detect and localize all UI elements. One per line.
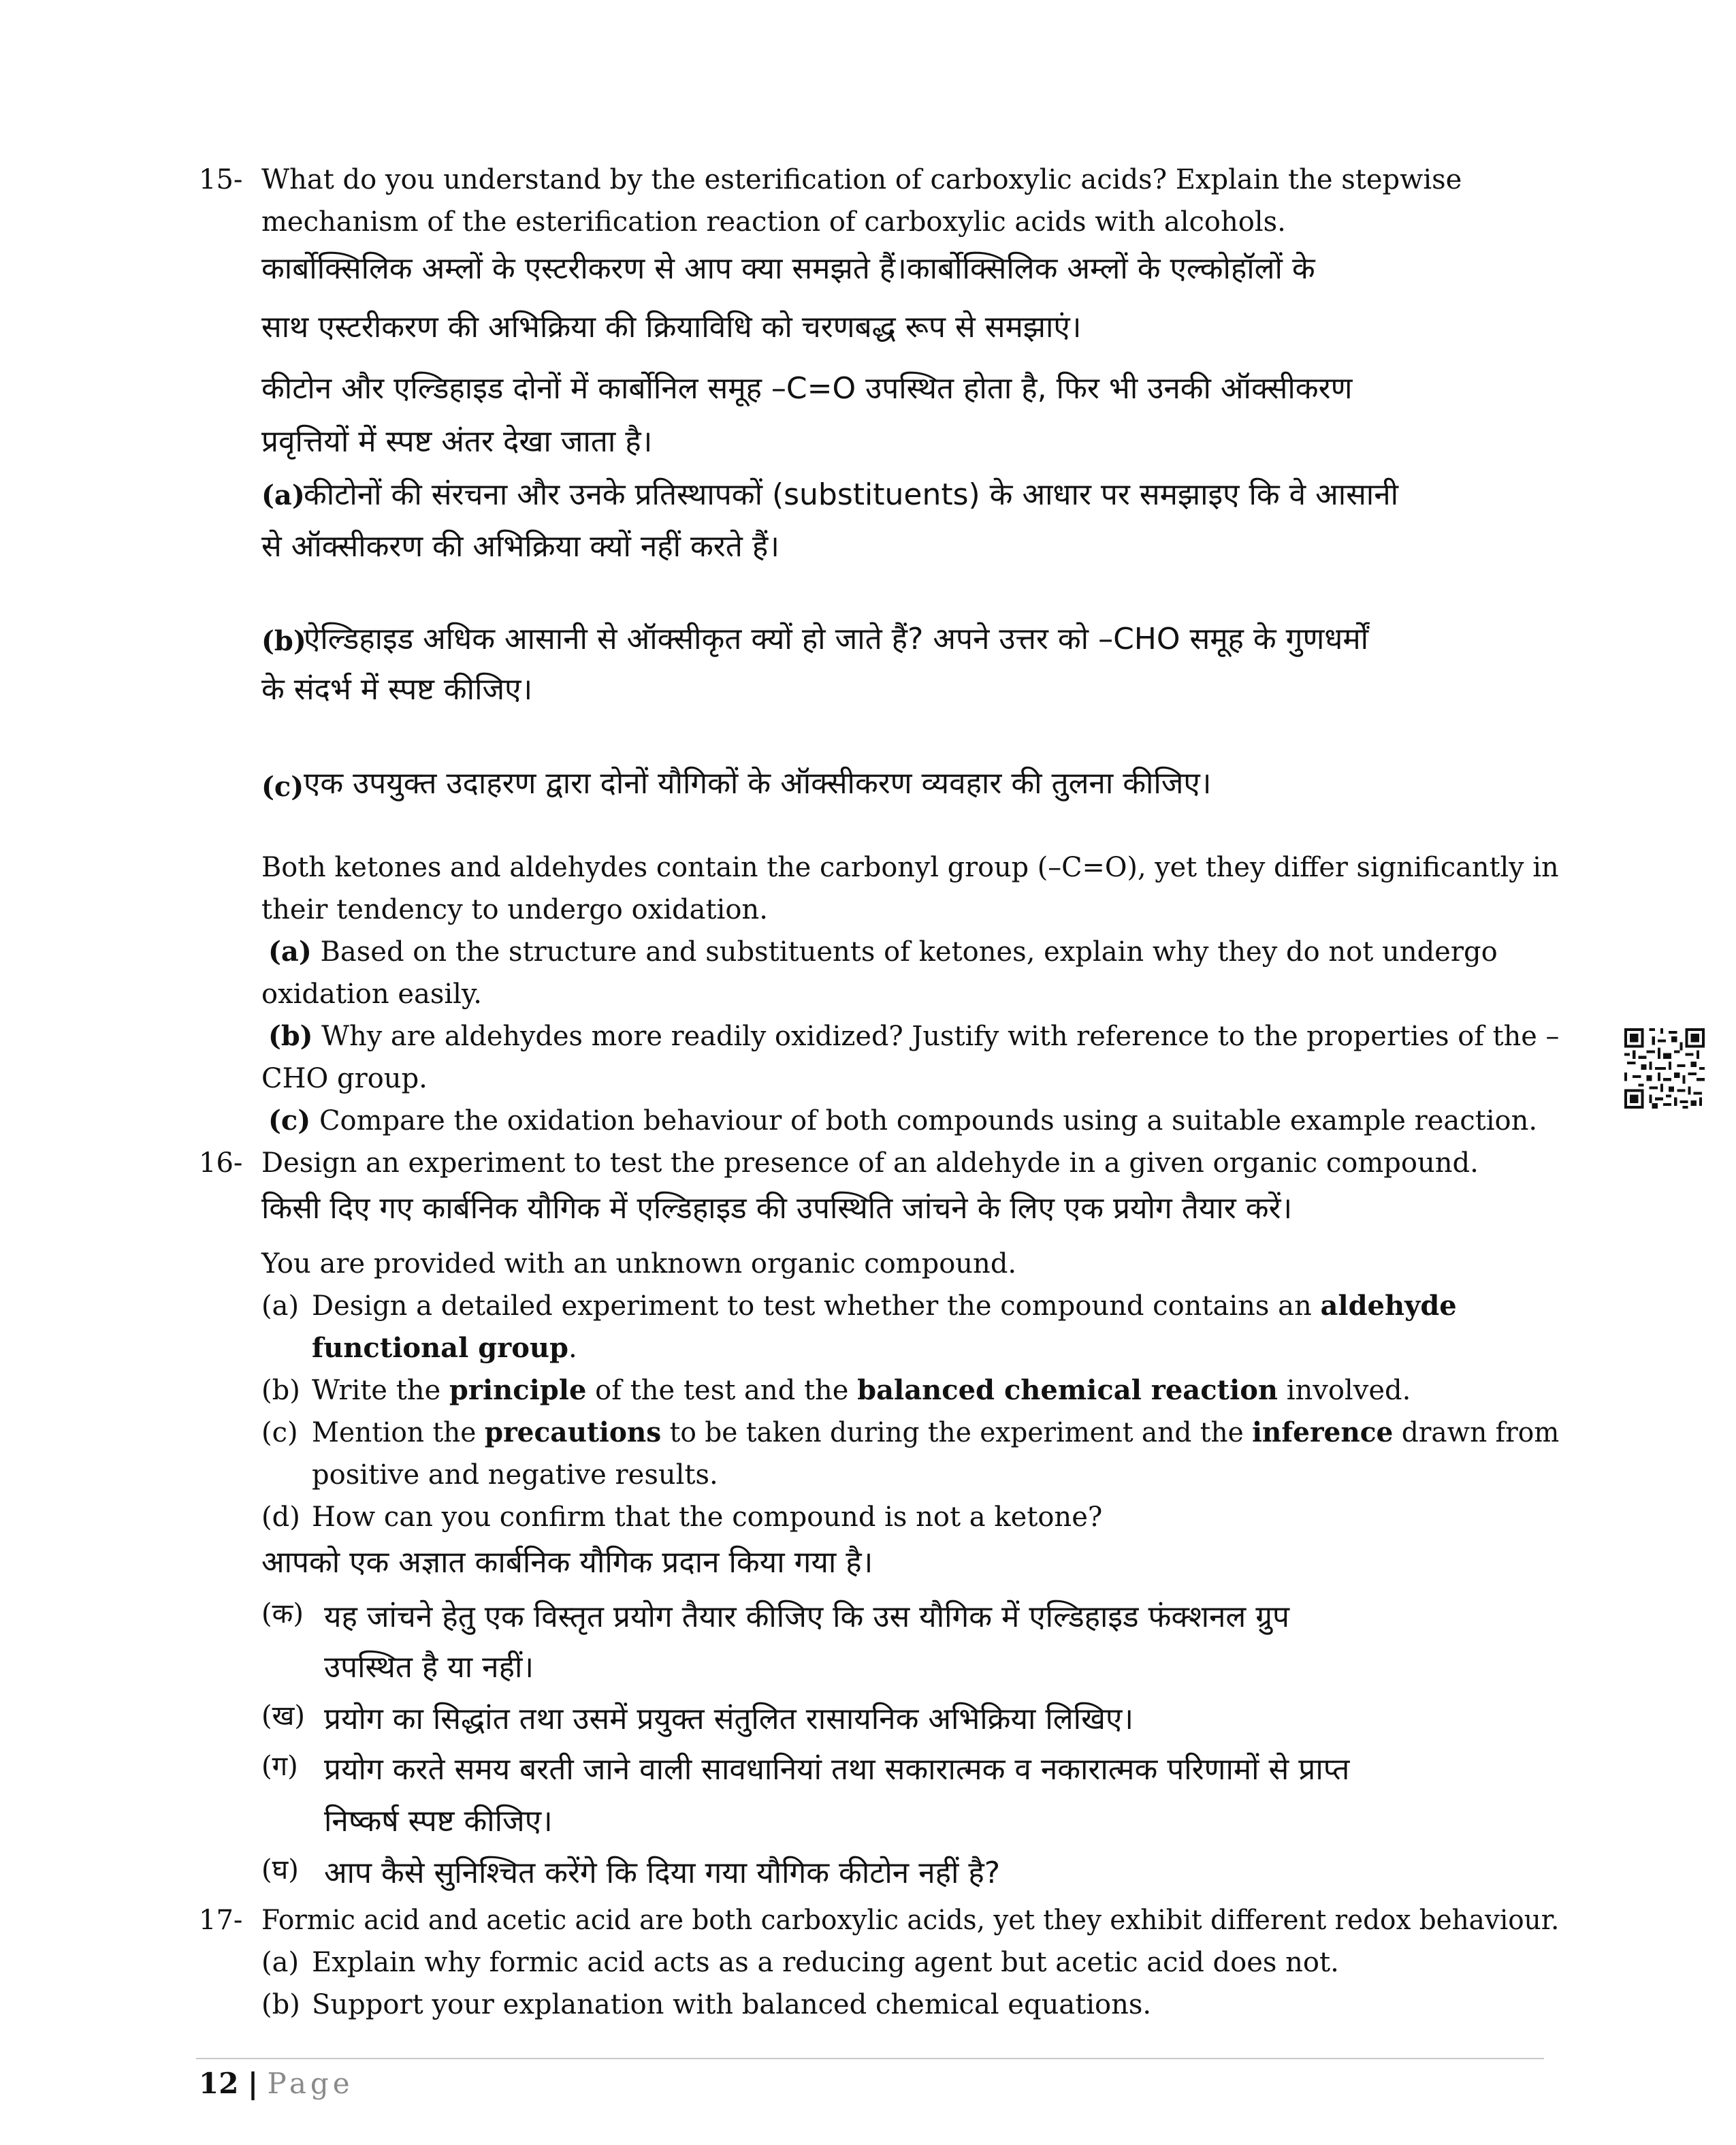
qr-code-icon xyxy=(1624,1028,1705,1109)
q16-hi-kha-line: प्रयोग का सिद्धांत तथा उसमें प्रयुक्त संतुलित रासायनिक अभिक्रिया लिखिए। xyxy=(324,1702,1134,1736)
question-number-17: 17- xyxy=(199,1905,243,1936)
q15-en-a-label: (a) xyxy=(268,936,312,968)
q15-en-b-line-2: CHO group. xyxy=(261,1063,428,1094)
q15-en-intro-line-2: their tendency to undergo oxidation. xyxy=(261,894,768,925)
q17-en-title: Formic acid and acetic acid are both carboxylic acids, yet they exhibit different redox behaviour. xyxy=(261,1905,1560,1936)
q16-b-label: (b) xyxy=(261,1375,300,1406)
q15-en-a-text: Based on the structure and substituents of ketones, explain why they do not undergo xyxy=(320,936,1498,968)
q16-hi-ka-label: (क) xyxy=(261,1598,304,1630)
q15-en-a-line-2: oxidation easily. xyxy=(261,979,482,1010)
q16-hi-ga-line-2: निष्कर्ष स्पष्ट कीजिए। xyxy=(324,1804,553,1839)
q16-hi-intro: आपको एक अज्ञात कार्बनिक यौगिक प्रदान किया गया है। xyxy=(261,1545,873,1580)
question-number-16: 16- xyxy=(199,1147,243,1179)
q15-hi-b-line-1: ऐल्डिहाइड अधिक आसानी से ऑक्सीकृत क्यों हो जाते हैं? अपने उत्तर को –CHO समूह के गुणधर्मों xyxy=(304,622,1369,656)
q16-d-line: How can you confirm that the compound is not a ketone? xyxy=(312,1502,1103,1533)
q15-hi-intro-line-2: प्रवृत्तियों में स्पष्ट अंतर देखा जाता है। xyxy=(261,424,653,459)
q15-hi-c-line: एक उपयुक्त उदाहरण द्वारा दोनों यौगिकों के ऑक्सीकरण व्यवहार की तुलना कीजिए। xyxy=(304,766,1212,801)
page-number: 12 xyxy=(199,2067,239,2100)
q15-hi-intro-line-1: कीटोन और एल्डिहाइड दोनों में कार्बोनिल समूह –C=O उपस्थित होता है, फिर भी उनकी ऑक्सीकरण xyxy=(261,371,1353,406)
q16-a-line-2 xyxy=(312,1329,577,1367)
q16-c-label: (c) xyxy=(261,1417,298,1448)
page-separator: | xyxy=(247,2067,259,2100)
q16-a-post: . xyxy=(568,1333,577,1364)
q16-en-title: Design an experiment to test the presence of an aldehyde in a given organic compound. xyxy=(261,1147,1479,1179)
q16-hi-ga-label: (ग) xyxy=(261,1751,298,1782)
q16-b-bold2: balanced chemical reaction xyxy=(857,1374,1278,1406)
q15-en-b-label: (b) xyxy=(268,1020,313,1052)
q16-c-bold2: inference xyxy=(1252,1416,1394,1448)
q16-a-bold1: aldehyde xyxy=(1320,1290,1457,1322)
q15-en-line-1: What do you understand by the esterification of carboxylic acids? Explain the stepwise xyxy=(261,164,1462,195)
q15-hi-line-1: कार्बोक्सिलिक अम्लों के एस्टरीकरण से आप क्या समझते हैं।कार्बोक्सिलिक अम्लों के एल्कोहॉलों के xyxy=(261,251,1315,286)
question-number-15: 15- xyxy=(199,164,243,195)
q16-hi-gha-line: आप कैसे सुनिश्चित करेंगे कि दिया गया यौगिक कीटोन नहीं है? xyxy=(324,1856,1001,1890)
q16-hi-ka-line-1: यह जांचने हेतु एक विस्तृत प्रयोग तैयार कीजिए कि उस यौगिक में एल्डिहाइड फंक्शनल ग्रुप xyxy=(324,1600,1290,1634)
q16-hi-kha-label: (ख) xyxy=(261,1700,305,1732)
q16-hi-ga-line-1: प्रयोग करते समय बरती जाने वाली सावधानियां तथा सकारात्मक व नकारात्मक परिणामों से प्राप्त xyxy=(324,1752,1350,1787)
q16-b-line xyxy=(312,1371,1411,1410)
q15-en-c-line xyxy=(268,1102,1537,1140)
q15-en-c-text: Compare the oxidation behaviour of both compounds using a suitable example reaction. xyxy=(319,1105,1538,1137)
q16-b-post: involved. xyxy=(1277,1375,1411,1406)
q16-d-label: (d) xyxy=(261,1502,300,1533)
page-word: Page xyxy=(267,2067,354,2100)
q17-a-line: Explain why formic acid acts as a reducing agent but acetic acid does not. xyxy=(312,1947,1339,1978)
q16-c-line-2: positive and negative results. xyxy=(312,1459,718,1491)
q16-b-bold1: principle xyxy=(449,1374,587,1406)
q16-b-pre: Write the xyxy=(312,1375,449,1406)
q16-hi-gha-label: (घ) xyxy=(261,1854,299,1886)
q16-a-bold2: functional group xyxy=(312,1332,568,1364)
q15-hi-a-line-1: कीटोनों की संरचना और उनके प्रतिस्थापकों (substituents) के आधार पर समझाइए कि वे आसानी xyxy=(304,477,1399,512)
q15-en-b-text: Why are aldehydes more readily oxidized? Justify with reference to the properties of the – xyxy=(321,1021,1560,1052)
q16-a-label: (a) xyxy=(261,1290,300,1322)
q16-c-post: drawn from xyxy=(1393,1417,1560,1448)
q15-hi-c-label: (c) xyxy=(261,771,304,803)
q16-a-pre: Design a detailed experiment to test whether the compound contains an xyxy=(312,1290,1321,1322)
q16-hi-title: किसी दिए गए कार्बनिक यौगिक में एल्डिहाइड की उपस्थिति जांचने के लिए एक प्रयोग तैयार करें। xyxy=(261,1191,1293,1226)
q17-a-label: (a) xyxy=(261,1947,300,1978)
q17-b-label: (b) xyxy=(261,1989,300,2020)
page-footer xyxy=(199,2065,354,2103)
q15-hi-line-2: साथ एस्टरीकरण की अभिक्रिया की क्रियाविधि को चरणबद्ध रूप से समझाएं। xyxy=(261,310,1082,345)
q15-en-c-label: (c) xyxy=(268,1105,311,1137)
q16-c-pre: Mention the xyxy=(312,1417,485,1448)
q15-hi-b-line-2: के संदर्भ में स्पष्ट कीजिए। xyxy=(261,672,533,707)
q16-hi-ka-line-2: उपस्थित है या नहीं। xyxy=(324,1650,534,1685)
q16-en-intro: You are provided with an unknown organic compound. xyxy=(261,1248,1017,1280)
footer-divider xyxy=(196,2058,1544,2059)
q15-en-b-line-1 xyxy=(268,1017,1559,1055)
q16-a-line-1 xyxy=(312,1287,1457,1325)
q16-c-bold1: precautions xyxy=(484,1416,662,1448)
q15-en-line-2: mechanism of the esterification reaction of carboxylic acids with alcohols. xyxy=(261,206,1286,238)
q15-hi-b-label: (b) xyxy=(261,625,306,657)
q16-c-line-1 xyxy=(312,1414,1559,1452)
q17-b-line: Support your explanation with balanced chemical equations. xyxy=(312,1989,1152,2020)
q15-en-a-line-1 xyxy=(268,933,1498,971)
q15-en-intro-line-1: Both ketones and aldehydes contain the carbonyl group (–C=O), yet they differ significantly in xyxy=(261,852,1559,883)
q16-c-mid: to be taken during the experiment and the xyxy=(661,1417,1253,1448)
q15-hi-a-line-2: से ऑक्सीकरण की अभिक्रिया क्यों नहीं करते हैं। xyxy=(261,529,779,564)
q15-hi-a-label: (a) xyxy=(261,479,305,511)
q16-b-mid: of the test and the xyxy=(586,1375,858,1406)
